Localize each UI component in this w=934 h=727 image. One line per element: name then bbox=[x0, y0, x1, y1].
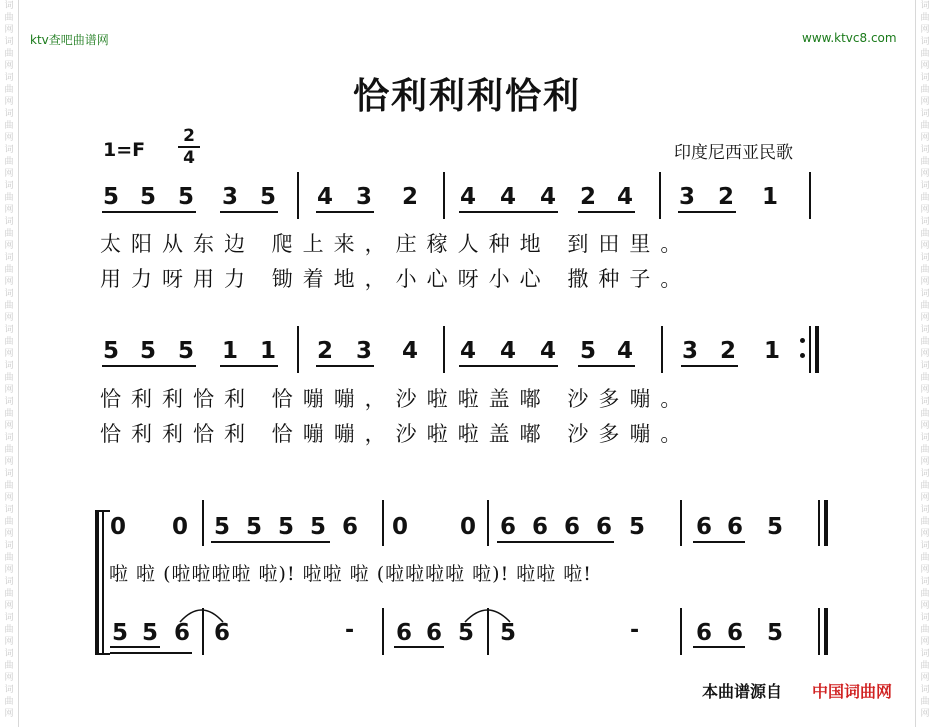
watermark-glyph: 词 bbox=[920, 289, 930, 299]
watermark-glyph: 曲 bbox=[920, 157, 930, 167]
row1-note: 2 bbox=[401, 184, 418, 210]
row1-note: 2 bbox=[579, 184, 596, 210]
underline-beam bbox=[110, 646, 160, 648]
repeat-dot bbox=[800, 353, 805, 358]
watermark-glyph: 词 bbox=[920, 145, 930, 155]
watermark-glyph: 曲 bbox=[4, 229, 14, 239]
row3-lower-note: 5 bbox=[457, 620, 474, 646]
watermark-glyph: 网 bbox=[920, 601, 930, 611]
watermark-glyph: 网 bbox=[920, 61, 930, 71]
row1-note: 2 bbox=[717, 184, 734, 210]
row3-lower-note: 6 bbox=[395, 620, 412, 646]
watermark-glyph: 网 bbox=[4, 205, 14, 215]
row3-upper-note: 0 bbox=[391, 514, 408, 540]
row3-lower-note: 6 bbox=[425, 620, 442, 646]
underline-beam bbox=[211, 541, 330, 543]
watermark-glyph: 曲 bbox=[920, 121, 930, 131]
barline bbox=[443, 326, 445, 373]
time-signature-top: 2 bbox=[183, 126, 195, 146]
row3-lower-note: 5 bbox=[766, 620, 783, 646]
watermark-glyph: 曲 bbox=[920, 193, 930, 203]
watermark-glyph: 曲 bbox=[4, 625, 14, 635]
time-signature-bottom: 4 bbox=[183, 148, 195, 168]
barline bbox=[202, 500, 204, 546]
row3-upper-note: 6 bbox=[695, 514, 712, 540]
watermark-glyph: 网 bbox=[920, 241, 930, 251]
underline-beam bbox=[95, 653, 110, 655]
underline-beam bbox=[220, 211, 278, 213]
barline bbox=[809, 172, 811, 219]
watermark-glyph: 词 bbox=[4, 217, 14, 227]
underline-beam bbox=[693, 646, 745, 648]
watermark-glyph: 曲 bbox=[920, 589, 930, 599]
barline bbox=[443, 172, 445, 219]
watermark-glyph: 词 bbox=[920, 217, 930, 227]
row1-note: 4 bbox=[499, 184, 516, 210]
watermark-glyph: 网 bbox=[920, 709, 930, 719]
row3-upper-note: 5 bbox=[245, 514, 262, 540]
watermark-glyph: 网 bbox=[4, 601, 14, 611]
underline-beam bbox=[678, 211, 736, 213]
row1-note: 3 bbox=[221, 184, 238, 210]
watermark-glyph: 曲 bbox=[920, 13, 930, 23]
underline-beam bbox=[220, 365, 278, 367]
watermark-glyph: 词 bbox=[920, 577, 930, 587]
underline-beam bbox=[497, 541, 614, 543]
row3-lower-note: 5 bbox=[141, 620, 158, 646]
watermark-glyph: 词 bbox=[920, 109, 930, 119]
barline bbox=[818, 500, 820, 546]
watermark-glyph: 曲 bbox=[4, 337, 14, 347]
watermark-glyph: 网 bbox=[4, 25, 14, 35]
watermark-glyph: 网 bbox=[4, 709, 14, 719]
row1-note: 4 bbox=[616, 184, 633, 210]
underline-beam bbox=[681, 365, 738, 367]
row1-note: 4 bbox=[539, 184, 556, 210]
watermark-glyph: 曲 bbox=[920, 481, 930, 491]
watermark-glyph: 曲 bbox=[920, 301, 930, 311]
watermark-glyph: 词 bbox=[4, 325, 14, 335]
row3-upper-note: 5 bbox=[766, 514, 783, 540]
row3-upper-note: 6 bbox=[531, 514, 548, 540]
watermark-glyph: 曲 bbox=[4, 265, 14, 275]
key-signature: 1=F bbox=[103, 139, 146, 161]
watermark-glyph: 网 bbox=[920, 133, 930, 143]
watermark-glyph: 网 bbox=[4, 133, 14, 143]
source-label: 本曲谱源自 bbox=[702, 682, 783, 701]
watermark-glyph: 词 bbox=[4, 145, 14, 155]
row2-note: 2 bbox=[719, 338, 736, 364]
barline bbox=[102, 510, 104, 655]
barline bbox=[680, 500, 682, 546]
row1-note: 5 bbox=[139, 184, 156, 210]
row3-upper-note: 6 bbox=[726, 514, 743, 540]
row2-lyric-line1: 恰利利恰利 恰嘣嘣，沙啦啦盖嘟 沙多嘣。 bbox=[100, 387, 692, 411]
watermark-glyph: 曲 bbox=[4, 13, 14, 23]
watermark-glyph: 词 bbox=[4, 505, 14, 515]
watermark-glyph: 网 bbox=[4, 277, 14, 287]
watermark-glyph: 网 bbox=[920, 673, 930, 683]
underline-beam bbox=[578, 365, 635, 367]
row3-upper-lyric: 啦 啦 (啦啦啦啦 啦)! 啦啦 啦 (啦啦啦啦 啦)! 啦啦 啦! bbox=[109, 563, 592, 585]
barline bbox=[382, 500, 384, 546]
row2-note: 4 bbox=[401, 338, 418, 364]
underline-beam bbox=[102, 211, 196, 213]
barline bbox=[824, 500, 828, 546]
barline bbox=[382, 608, 384, 655]
site-url-right: www.ktvc8.com bbox=[802, 31, 897, 45]
watermark-glyph: 词 bbox=[920, 325, 930, 335]
row2-note: 3 bbox=[681, 338, 698, 364]
watermark-glyph: 网 bbox=[4, 493, 14, 503]
underline-beam bbox=[693, 541, 745, 543]
row3-upper-note: 5 bbox=[213, 514, 230, 540]
row1-note: 1 bbox=[761, 184, 778, 210]
barline bbox=[487, 500, 489, 546]
watermark-glyph: 网 bbox=[920, 493, 930, 503]
row1-lyric-verse1: 太阳从东边 爬上来，庄稼人种地 到田里。 bbox=[100, 232, 692, 256]
watermark-glyph: 曲 bbox=[4, 157, 14, 167]
watermark-glyph: 网 bbox=[4, 421, 14, 431]
row3-upper-note: 6 bbox=[499, 514, 516, 540]
watermark-glyph: 曲 bbox=[4, 481, 14, 491]
row3-upper-note: 6 bbox=[341, 514, 358, 540]
watermark-glyph: 网 bbox=[920, 565, 930, 575]
watermark-glyph: 曲 bbox=[920, 265, 930, 275]
watermark-glyph: 曲 bbox=[4, 697, 14, 707]
watermark-glyph: 曲 bbox=[920, 625, 930, 635]
watermark-glyph: 网 bbox=[920, 637, 930, 647]
row2-note: 1 bbox=[221, 338, 238, 364]
watermark-glyph: 网 bbox=[4, 313, 14, 323]
watermark-glyph: 词 bbox=[920, 397, 930, 407]
watermark-glyph: 词 bbox=[920, 361, 930, 371]
row3-upper-note: 5 bbox=[309, 514, 326, 540]
watermark-glyph: 词 bbox=[4, 181, 14, 191]
watermark-glyph: 曲 bbox=[4, 193, 14, 203]
watermark-glyph: 词 bbox=[4, 433, 14, 443]
watermark-glyph: 词 bbox=[4, 469, 14, 479]
watermark-glyph: 曲 bbox=[4, 553, 14, 563]
underline-beam bbox=[95, 510, 110, 512]
watermark-glyph: 曲 bbox=[920, 409, 930, 419]
song-origin: 印度尼西亚民歌 bbox=[674, 143, 793, 163]
watermark-glyph: 词 bbox=[920, 469, 930, 479]
row2-note: 5 bbox=[102, 338, 119, 364]
watermark-glyph: 网 bbox=[4, 97, 14, 107]
watermark-glyph: 网 bbox=[4, 673, 14, 683]
watermark-glyph: 曲 bbox=[920, 697, 930, 707]
row2-note: 3 bbox=[355, 338, 372, 364]
row2-note: 1 bbox=[763, 338, 780, 364]
underline-beam bbox=[110, 652, 192, 654]
watermark-glyph: 曲 bbox=[4, 121, 14, 131]
row3-lower-note: 6 bbox=[213, 620, 230, 646]
row2-note: 5 bbox=[139, 338, 156, 364]
underline-beam bbox=[459, 365, 558, 367]
watermark-glyph: 曲 bbox=[920, 517, 930, 527]
row1-note: 4 bbox=[316, 184, 333, 210]
watermark-glyph: 词 bbox=[4, 37, 14, 47]
watermark-glyph: 词 bbox=[4, 685, 14, 695]
watermark-glyph: 曲 bbox=[920, 229, 930, 239]
watermark-glyph: 曲 bbox=[4, 85, 14, 95]
barline bbox=[297, 326, 299, 373]
watermark-glyph: 词 bbox=[920, 541, 930, 551]
row3-lower-note: 6 bbox=[726, 620, 743, 646]
watermark-glyph: 词 bbox=[4, 577, 14, 587]
row3-upper-note: 6 bbox=[595, 514, 612, 540]
watermark-glyph: 词 bbox=[4, 73, 14, 83]
watermark-glyph: 词 bbox=[4, 109, 14, 119]
row2-note: 5 bbox=[579, 338, 596, 364]
watermark-glyph: 曲 bbox=[4, 589, 14, 599]
row3-lower-note: 6 bbox=[695, 620, 712, 646]
row3-upper-note: 5 bbox=[628, 514, 645, 540]
barline bbox=[487, 608, 489, 655]
row3-upper-note: 5 bbox=[277, 514, 294, 540]
watermark-glyph: 词 bbox=[4, 541, 14, 551]
watermark-glyph: 曲 bbox=[4, 445, 14, 455]
watermark-glyph: 网 bbox=[920, 277, 930, 287]
sustain-dash: - bbox=[345, 618, 355, 643]
watermark-glyph: 词 bbox=[920, 433, 930, 443]
watermark-glyph: 词 bbox=[920, 613, 930, 623]
watermark-glyph: 网 bbox=[920, 25, 930, 35]
row2-note: 4 bbox=[459, 338, 476, 364]
watermark-glyph: 网 bbox=[4, 349, 14, 359]
underline-beam bbox=[102, 365, 196, 367]
barline bbox=[297, 172, 299, 219]
row3-lower-note: 6 bbox=[173, 620, 190, 646]
watermark-glyph: 网 bbox=[4, 637, 14, 647]
watermark-glyph: 曲 bbox=[920, 49, 930, 59]
watermark-glyph: 词 bbox=[4, 253, 14, 263]
watermark-glyph: 词 bbox=[4, 289, 14, 299]
row3-upper-note: 0 bbox=[459, 514, 476, 540]
watermark-glyph: 词 bbox=[920, 505, 930, 515]
row2-note: 4 bbox=[539, 338, 556, 364]
barline bbox=[824, 608, 828, 655]
barline bbox=[815, 326, 819, 373]
row3-upper-note: 6 bbox=[563, 514, 580, 540]
underline-beam bbox=[394, 646, 444, 648]
song-title: 恰利利利恰利 bbox=[352, 76, 581, 117]
sustain-dash: - bbox=[630, 618, 640, 643]
underline-beam bbox=[316, 365, 374, 367]
row2-note: 4 bbox=[616, 338, 633, 364]
barline bbox=[680, 608, 682, 655]
row1-note: 5 bbox=[259, 184, 276, 210]
row1-note: 3 bbox=[355, 184, 372, 210]
underline-beam bbox=[459, 211, 558, 213]
row1-note: 3 bbox=[678, 184, 695, 210]
watermark-glyph: 曲 bbox=[920, 337, 930, 347]
watermark-glyph: 词 bbox=[4, 397, 14, 407]
barline bbox=[95, 510, 99, 655]
barline bbox=[659, 172, 661, 219]
watermark-glyph: 曲 bbox=[4, 373, 14, 383]
watermark-glyph: 网 bbox=[920, 421, 930, 431]
watermark-glyph: 网 bbox=[920, 205, 930, 215]
watermark-glyph: 词 bbox=[4, 361, 14, 371]
barline bbox=[809, 326, 811, 373]
watermark-glyph: 词 bbox=[920, 253, 930, 263]
watermark-glyph: 曲 bbox=[4, 49, 14, 59]
watermark-glyph: 网 bbox=[920, 169, 930, 179]
watermark-glyph: 网 bbox=[920, 349, 930, 359]
watermark-glyph: 网 bbox=[920, 457, 930, 467]
watermark-glyph: 网 bbox=[4, 241, 14, 251]
watermark-glyph: 词 bbox=[4, 613, 14, 623]
watermark-glyph: 网 bbox=[4, 61, 14, 71]
row3-upper-note: 0 bbox=[109, 514, 126, 540]
row1-note: 5 bbox=[177, 184, 194, 210]
repeat-dot bbox=[800, 338, 805, 343]
watermark-glyph: 网 bbox=[4, 385, 14, 395]
underline-beam bbox=[578, 211, 635, 213]
watermark-glyph: 曲 bbox=[920, 661, 930, 671]
row2-note: 2 bbox=[316, 338, 333, 364]
watermark-glyph: 网 bbox=[920, 313, 930, 323]
watermark-glyph: 曲 bbox=[920, 373, 930, 383]
barline bbox=[202, 608, 204, 655]
watermark-glyph: 曲 bbox=[4, 409, 14, 419]
watermark-glyph: 词 bbox=[4, 649, 14, 659]
watermark-glyph: 网 bbox=[920, 529, 930, 539]
watermark-glyph: 词 bbox=[920, 649, 930, 659]
row2-note: 1 bbox=[259, 338, 276, 364]
watermark-glyph: 网 bbox=[4, 169, 14, 179]
underline-beam bbox=[316, 211, 374, 213]
row3-upper-note: 0 bbox=[171, 514, 188, 540]
watermark-glyph: 网 bbox=[920, 97, 930, 107]
watermark-glyph: 网 bbox=[4, 529, 14, 539]
watermark-glyph: 曲 bbox=[4, 301, 14, 311]
watermark-glyph: 曲 bbox=[920, 445, 930, 455]
row3-lower-note: 5 bbox=[111, 620, 128, 646]
watermark-glyph: 词 bbox=[920, 181, 930, 191]
watermark-glyph: 词 bbox=[920, 73, 930, 83]
watermark-glyph: 词 bbox=[920, 1, 930, 11]
source-site: 中国词曲网 bbox=[812, 682, 893, 701]
watermark-glyph: 网 bbox=[4, 565, 14, 575]
row1-lyric-verse2: 用力呀用力 锄着地，小心呀小心 撒种子。 bbox=[100, 267, 692, 291]
time-signature bbox=[178, 127, 200, 167]
site-name-left: ktv查吧曲谱网 bbox=[30, 33, 109, 47]
watermark-glyph: 词 bbox=[920, 685, 930, 695]
watermark-glyph: 曲 bbox=[4, 517, 14, 527]
row2-note: 4 bbox=[499, 338, 516, 364]
watermark-glyph: 曲 bbox=[920, 85, 930, 95]
watermark-glyph: 网 bbox=[920, 385, 930, 395]
watermark-glyph: 词 bbox=[920, 37, 930, 47]
row1-note: 5 bbox=[102, 184, 119, 210]
barline bbox=[661, 326, 663, 373]
row2-lyric-line2: 恰利利恰利 恰嘣嘣，沙啦啦盖嘟 沙多嘣。 bbox=[100, 422, 692, 446]
watermark-glyph: 词 bbox=[4, 1, 14, 11]
row2-note: 5 bbox=[177, 338, 194, 364]
watermark-glyph: 曲 bbox=[4, 661, 14, 671]
row1-note: 4 bbox=[459, 184, 476, 210]
watermark-glyph: 曲 bbox=[920, 553, 930, 563]
watermark-glyph: 网 bbox=[4, 457, 14, 467]
row3-lower-note: 5 bbox=[499, 620, 516, 646]
barline bbox=[818, 608, 820, 655]
